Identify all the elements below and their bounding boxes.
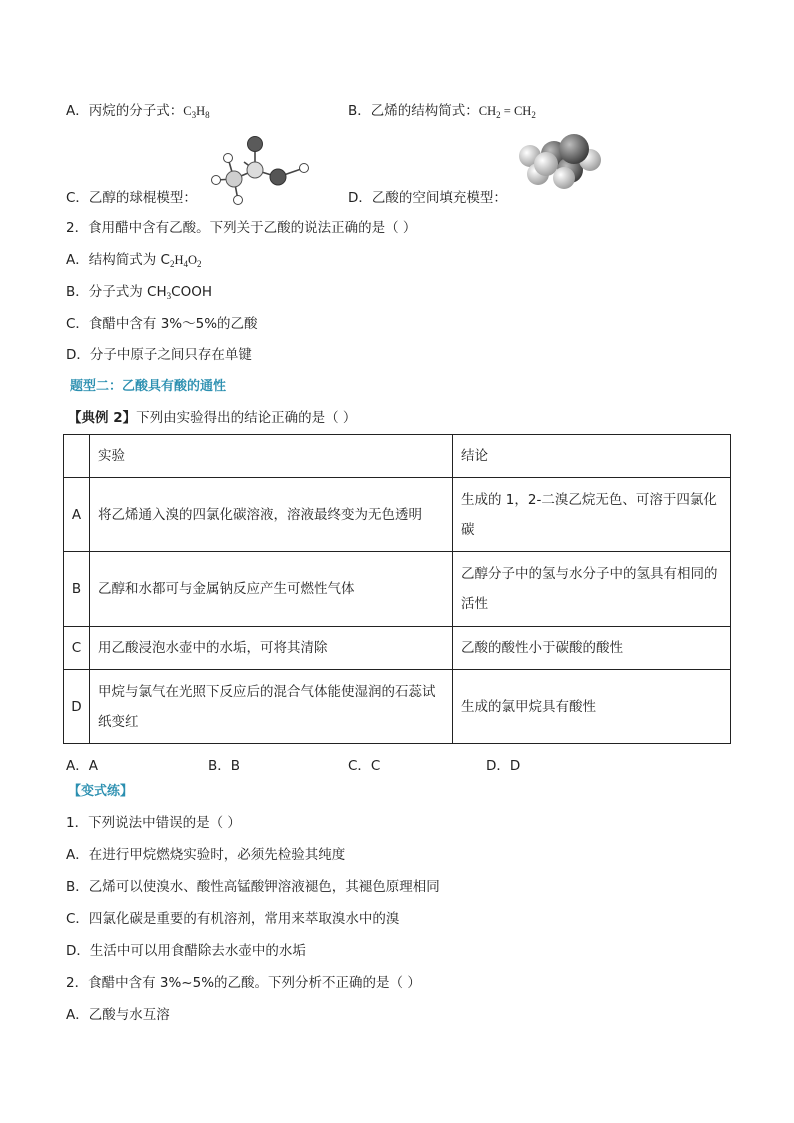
variant-title: 【变式练】	[68, 784, 134, 799]
q1-option-c	[66, 192, 197, 206]
hydrogen-atom-icon	[212, 176, 221, 185]
q2-option-d: D．分子中原子之间只存在单键	[66, 347, 252, 363]
variant-q1-option-a: A．在进行甲烷燃烧实验时，必须先检验其纯度	[66, 847, 346, 863]
carbon-atom-icon	[226, 171, 242, 187]
option-c-text: C．乙醇的球棍模型：	[66, 190, 197, 206]
hydrogen-atom-icon	[224, 154, 233, 163]
ethanol-ball-stick-model	[200, 132, 320, 212]
option-b-text: B．乙烯的结构简式：	[348, 103, 479, 119]
q1-option-a	[66, 105, 210, 120]
oxygen-sphere-icon	[553, 167, 575, 189]
table-row: D 甲烷与氯气在光照下反应后的混合气体能使湿润的石蕊试纸变红 生成的氯甲烷具有酸性	[64, 670, 731, 744]
q1-option-b	[348, 105, 536, 120]
acetic-acid-space-filling-model	[512, 130, 612, 200]
answer-b: B．B	[208, 758, 241, 774]
variant-q1-option-b: B．乙烯可以使溴水、酸性高锰酸钾溶液褪色，其褪色原理相同	[66, 879, 440, 895]
oxygen-atom-icon	[270, 169, 286, 185]
q2-option-c: C．食醋中含有 3%～5%的乙酸	[66, 316, 258, 332]
option-d-text: D．乙酸的空间填充模型：	[348, 190, 507, 206]
hydrogen-sphere-icon	[534, 152, 558, 176]
answer-c: C．C	[348, 758, 381, 774]
table-row: C 用乙酸浸泡水壶中的水垢，可将其清除 乙酸的酸性小于碳酸的酸性	[64, 627, 731, 670]
q1-option-d	[348, 192, 507, 206]
answer-a: A．A	[66, 758, 98, 774]
q2-option-a: A．结构简式为 $C_2H_4O_2$	[66, 252, 202, 269]
q2-option-b: B．分子式为 $CH_3COOH$	[66, 284, 212, 301]
header-conclusion: 结论	[453, 435, 731, 478]
table-row: A 将乙烯通入溴的四氯化碳溶液，溶液最终变为无色透明 生成的 1，2-二溴乙烷无色、可溶于四氯化碳	[64, 478, 731, 552]
variant-q2-option-a: A．乙酸与水互溶	[66, 1007, 170, 1023]
propane-formula: $C_3H_8$	[183, 104, 210, 120]
carbon-atom-icon	[247, 162, 263, 178]
experiment-table	[63, 434, 731, 744]
table-header-row	[64, 435, 731, 478]
hydrogen-atom-icon	[300, 164, 309, 173]
variant-q2-stem: 2．食醋中含有 3%~5%的乙酸。下列分析不正确的是（ ）	[66, 975, 421, 991]
carbon-atom-icon	[248, 137, 263, 152]
example-stem-text: 下列由实验得出的结论正确的是（ ）	[136, 410, 357, 426]
option-a-text: A．丙烷的分子式：	[66, 103, 184, 119]
variant-q1-stem: 1．下列说法中错误的是（ ）	[66, 815, 241, 831]
variant-q1-option-d: D．生活中可以用食醋除去水壶中的水垢	[66, 943, 306, 959]
answer-d: D．D	[486, 758, 521, 774]
hydrogen-atom-icon	[234, 196, 243, 205]
ethylene-formula: $CH_2 = CH_2$	[478, 104, 536, 120]
header-experiment: 实验	[90, 435, 453, 478]
example2-stem	[68, 412, 356, 426]
variant-q1-option-c: C．四氯化碳是重要的有机溶剂，常用来萃取溴水中的溴	[66, 911, 400, 927]
section-title: 题型二：乙酸具有酸的通性	[70, 379, 227, 394]
q2-stem: 2．食用醋中含有乙酸。下列关于乙酸的说法正确的是（ ）	[66, 220, 417, 236]
example-tag: 【典例 2】	[68, 410, 137, 426]
table-row: B 乙醇和水都可与金属钠反应产生可燃性气体 乙醇分子中的氢与水分子中的氢具有相同的活性	[64, 552, 731, 627]
oxygen-sphere-icon	[559, 134, 589, 164]
